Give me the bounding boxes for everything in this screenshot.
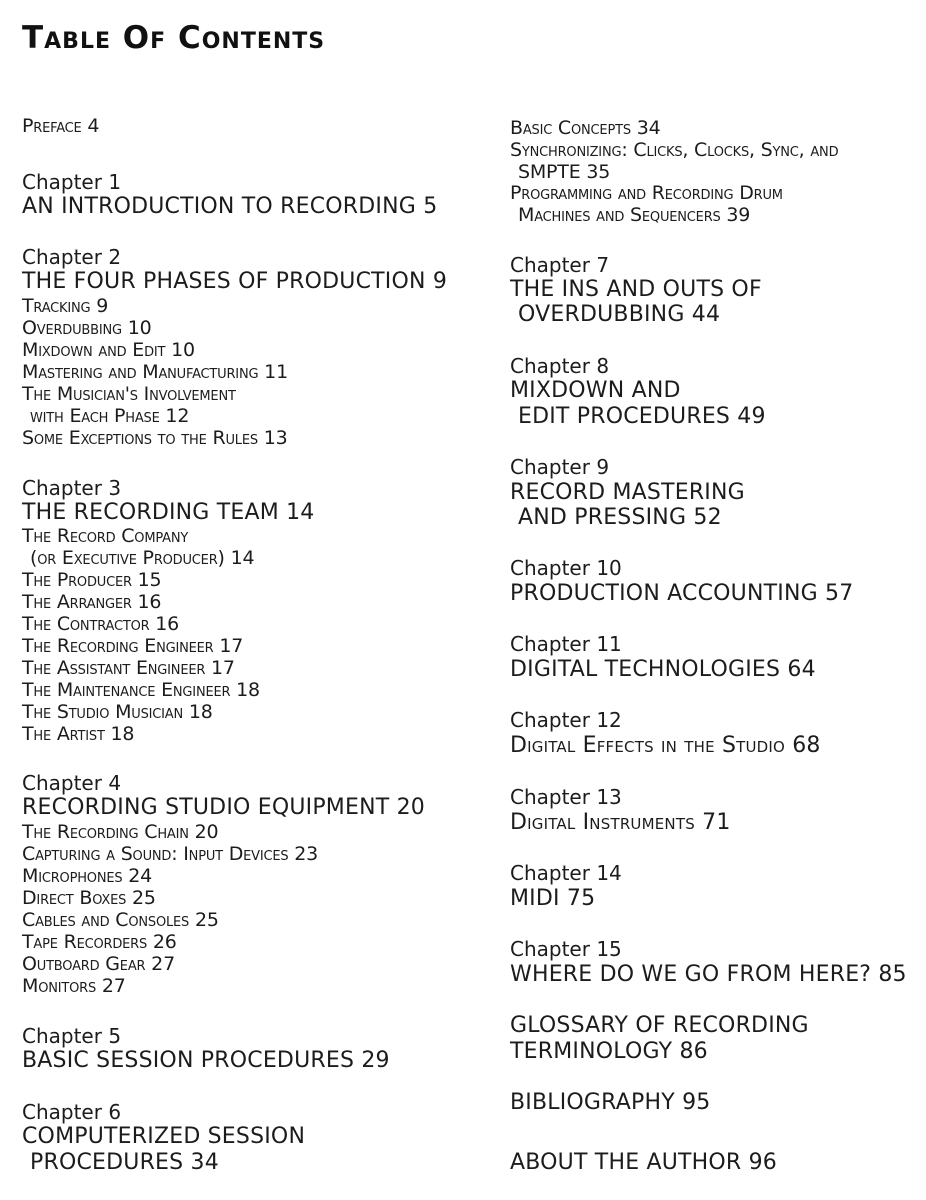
section-entry: The Studio Musician 18: [22, 701, 213, 723]
chapter-title: TERMINOLOGY 86: [510, 1039, 708, 1064]
section-entry: Preface 4: [22, 115, 100, 137]
chapter-title: GLOSSARY OF RECORDING: [510, 1013, 809, 1038]
chapter-title: DIGITAL TECHNOLOGIES 64: [510, 657, 816, 682]
section-entry: Tape Recorders 26: [22, 931, 177, 953]
section-entry: Outboard Gear 27: [22, 953, 175, 975]
chapter-label: Chapter 15: [510, 937, 622, 961]
section-entry: The Recording Engineer 17: [22, 635, 244, 657]
section-entry: Mixdown and Edit 10: [22, 339, 195, 361]
chapter-label: Chapter 12: [510, 708, 622, 732]
chapter-title: ABOUT THE AUTHOR 96: [510, 1150, 778, 1175]
section-entry: SMPTE 35: [518, 161, 611, 183]
chapter-label: Chapter 3: [22, 476, 122, 500]
chapter-title: BIBLIOGRAPHY 95: [510, 1090, 711, 1115]
chapter-label: Chapter 10: [510, 556, 622, 580]
chapter-label: Chapter 14: [510, 861, 622, 885]
section-entry: Machines and Sequencers 39: [518, 204, 751, 226]
section-entry: Programming and Recording Drum: [510, 182, 783, 204]
section-entry: Capturing a Sound: Input Devices 23: [22, 843, 319, 865]
section-entry: The Contractor 16: [22, 613, 180, 635]
chapter-label: Chapter 11: [510, 632, 622, 656]
chapter-title: Digital Instruments 71: [510, 810, 731, 835]
section-entry: Direct Boxes 25: [22, 887, 156, 909]
chapter-label: Chapter 5: [22, 1024, 122, 1048]
chapter-title: BASIC SESSION PROCEDURES 29: [22, 1048, 390, 1073]
section-entry: Overdubbing 10: [22, 317, 152, 339]
chapter-label: Chapter 9: [510, 455, 610, 479]
section-entry: Some Exceptions to the Rules 13: [22, 427, 288, 449]
chapter-title: MIXDOWN AND: [510, 378, 681, 403]
chapter-label: Chapter 6: [22, 1100, 122, 1124]
section-entry: The Arranger 16: [22, 591, 162, 613]
chapter-title: THE FOUR PHASES OF PRODUCTION 9: [22, 269, 448, 294]
section-entry: The Musician's Involvement: [22, 383, 236, 405]
chapter-title: OVERDUBBING 44: [518, 302, 721, 327]
chapter-label: Chapter 7: [510, 253, 610, 277]
chapter-title: AND PRESSING 52: [518, 505, 722, 530]
section-entry: The Producer 15: [22, 569, 162, 591]
page-title: Table Of Contents: [22, 20, 326, 56]
section-entry: Tracking 9: [22, 295, 109, 317]
chapter-label: Chapter 13: [510, 785, 622, 809]
section-entry: The Assistant Engineer 17: [22, 657, 235, 679]
chapter-title: COMPUTERIZED SESSION: [22, 1124, 306, 1149]
section-entry: Microphones 24: [22, 865, 153, 887]
section-entry: Basic Concepts 34: [510, 117, 661, 139]
chapter-label: Chapter 4: [22, 771, 122, 795]
chapter-title: PRODUCTION ACCOUNTING 57: [510, 581, 854, 606]
chapter-title: Digital Effects in the Studio 68: [510, 733, 821, 758]
section-entry: Synchronizing: Clicks, Clocks, Sync, and: [510, 139, 839, 161]
chapter-title: THE INS AND OUTS OF: [510, 277, 762, 302]
chapter-title: EDIT PROCEDURES 49: [518, 404, 766, 429]
section-entry: with Each Phase 12: [30, 405, 190, 427]
chapter-title: WHERE DO WE GO FROM HERE? 85: [510, 962, 907, 987]
chapter-title: RECORDING STUDIO EQUIPMENT 20: [22, 795, 425, 820]
section-entry: Cables and Consoles 25: [22, 909, 219, 931]
section-entry: The Maintenance Engineer 18: [22, 679, 260, 701]
chapter-title: AN INTRODUCTION TO RECORDING 5: [22, 194, 438, 219]
chapter-label: Chapter 8: [510, 354, 610, 378]
chapter-label: Chapter 1: [22, 170, 122, 194]
chapter-title: RECORD MASTERING: [510, 480, 745, 505]
section-entry: The Artist 18: [22, 723, 135, 745]
section-entry: The Recording Chain 20: [22, 821, 219, 843]
chapter-title: THE RECORDING TEAM 14: [22, 500, 315, 525]
section-entry: (or Executive Producer) 14: [30, 547, 255, 569]
chapter-label: Chapter 2: [22, 245, 122, 269]
section-entry: Mastering and Manufacturing 11: [22, 361, 288, 383]
chapter-title: PROCEDURES 34: [30, 1150, 219, 1175]
section-entry: Monitors 27: [22, 975, 126, 997]
section-entry: The Record Company: [22, 525, 189, 547]
chapter-title: MIDI 75: [510, 886, 596, 911]
